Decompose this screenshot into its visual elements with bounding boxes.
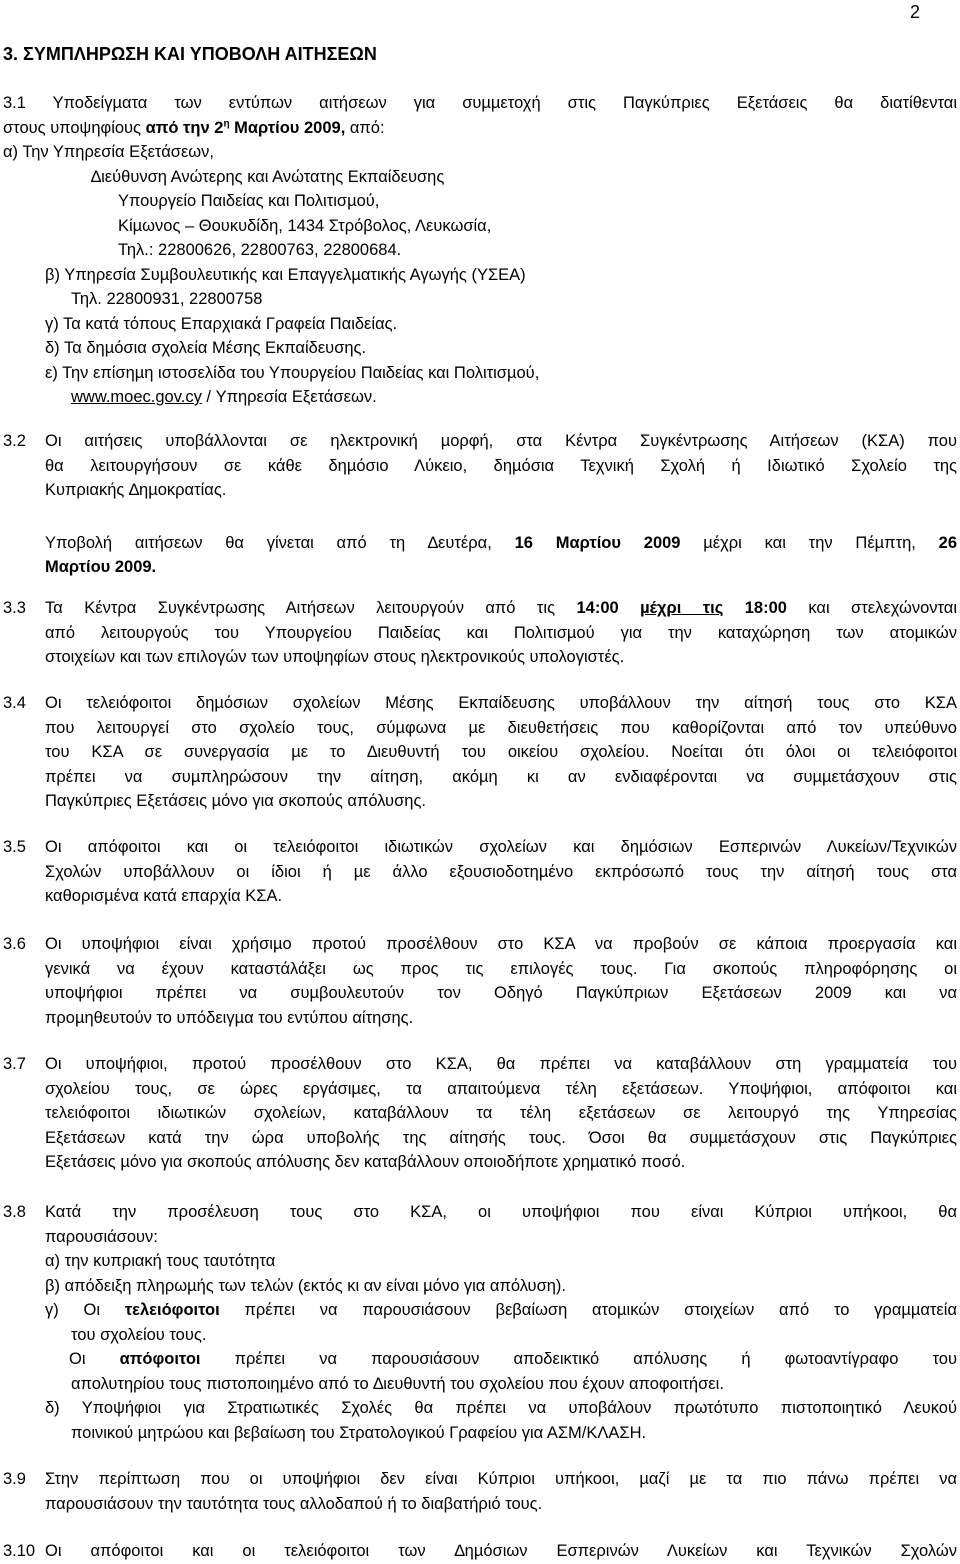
moec-website-link[interactable]: www.moec.gov.cy bbox=[71, 388, 202, 406]
paragraph-line: Μαρτίου 2009. bbox=[45, 558, 157, 576]
list-item: απολυτηρίου τους πιστοποιηµένο από το ∆ιευθυντή του σχολείου που έχουν αποφοιτήσει. bbox=[71, 1374, 724, 1393]
address-line: Υπουργείο Παιδείας και Πολιτισµού, bbox=[118, 192, 380, 210]
section-3-1 bbox=[3, 91, 957, 410]
list-item: δ) Υποψήφιοι για Στρατιωτικές Σχολές θα πρέπει να υποβάλουν πρωτότυπο πιστοποιητικό Λευκού bbox=[45, 1399, 957, 1417]
paragraph-line: Κυπριακής ∆ηµοκρατίας. bbox=[45, 481, 227, 499]
section-number: 3.2 bbox=[3, 432, 26, 450]
list-item: δ) Τα δηµόσια σχολεία Μέσης Εκπαίδευσης. bbox=[45, 339, 367, 357]
list-item: www.moec.gov.cy / Υπηρεσία Εξετάσεων. bbox=[71, 388, 377, 406]
section-number: 3.5 bbox=[3, 838, 26, 856]
paragraph-line: που λειτουργεί στο σχολείο τους, σύµφωνα µε διευθετήσεις που καθορίζονται από τον υπεύθυνο bbox=[45, 718, 957, 737]
section-3-10 bbox=[3, 1539, 957, 1564]
paragraph-line: Οι υποψήφιοι είναι χρήσιµο προτού προσέλθουν στο ΚΣΑ να προβούν σε κάποια προεργασία και bbox=[45, 935, 957, 953]
paragraph-line: από λειτουργούς του Υπουργείου Παιδείας και Πολιτισµού για την καταχώρηση των ατοµικών bbox=[45, 623, 957, 642]
section-number: 3.10 bbox=[3, 1542, 36, 1560]
paragraph-line: σχολείου τους, σε ώρες εργάσιµες, τα απαιτούµενα τέλη εξετάσεων. Υποψήφιοι, απόφοιτοι και bbox=[45, 1079, 957, 1098]
section-number: 3.4 bbox=[3, 694, 26, 712]
list-item: β) Υπηρεσία Συµβουλευτικής και Επαγγελµατικής Αγωγής (ΥΣΕΑ) bbox=[45, 265, 526, 284]
list-item: γ) Οι τελειόφοιτοι πρέπει να παρουσιάσουν βεβαίωση ατοµικών στοιχείων από το γραµµατεία bbox=[45, 1301, 957, 1319]
section-3-9 bbox=[3, 1467, 957, 1516]
paragraph-line: Κατά την προσέλευση τους στο ΚΣΑ, οι υποψήφιοι που είναι Κύπριοι υπήκοοι, θα bbox=[45, 1203, 957, 1221]
phone-line: Τηλ. 22800931, 22800758 bbox=[71, 290, 263, 308]
list-item: ποινικού µητρώου και βεβαίωση του Στρατολογικού Γραφείου για ΑΣΜ/ΚΛΑΣΗ. bbox=[71, 1423, 647, 1442]
paragraph-line: Εξετάσεις µόνο για σκοπούς απόλυσης δεν καταβάλλουν οποιοδήποτε χρηµατικό ποσό. bbox=[45, 1153, 686, 1171]
list-item: γ) Τα κατά τόπους Επαρχιακά Γραφεία Παιδείας. bbox=[45, 314, 398, 333]
paragraph-line: Οι υποψήφιοι, προτού προσέλθουν στο ΚΣΑ, θα πρέπει να καταβάλλουν στη γραµµατεία του bbox=[45, 1055, 957, 1073]
list-item: α) Την Υπηρεσία Εξετάσεων, bbox=[3, 143, 215, 161]
section-number: 3.3 bbox=[3, 599, 26, 617]
list-item: ε) Την επίσηµη ιστοσελίδα του Υπουργείου Παιδείας και Πολιτισµού, bbox=[45, 363, 540, 382]
section-3-8 bbox=[3, 1200, 957, 1445]
paragraph-line: Οι τελειόφοιτοι δηµόσιων σχολείων Μέσης Εκπαίδευσης υποβάλλουν την αίτησή τους στο ΚΣΑ bbox=[45, 694, 957, 712]
section-number: 3.6 bbox=[3, 935, 26, 953]
list-item: του σχολείου τους. bbox=[71, 1325, 207, 1344]
section-3-3 bbox=[3, 596, 957, 670]
paragraph-line: παρουσιάσουν: bbox=[45, 1227, 158, 1246]
section-number: 3.7 bbox=[3, 1055, 26, 1073]
paragraph-line: θα λειτουργήσουν σε κάθε δηµόσιο Λύκειο, δηµόσια Τεχνική Σχολή ή Ιδιωτικό Σχολείο της bbox=[45, 456, 957, 475]
paragraph-line: υποψήφιοι πρέπει να συµβουλευτούν τον Οδηγό Παγκύπριων Εξετάσεων 2009 και να bbox=[45, 984, 957, 1002]
page-number: 2 bbox=[910, 2, 921, 22]
section-3-2 bbox=[3, 429, 957, 580]
paragraph-line: παρουσιάσουν την ταυτότητα τους αλλοδαπού ή το διαβατήριό τους. bbox=[45, 1494, 543, 1513]
address-line: Κίµωνος – Θουκυδίδη, 1434 Στρόβολος, Λευκωσία, bbox=[118, 216, 492, 235]
paragraph-line: γενικά να έχουν καταστάλάξει ως προς τις επιλογές τους. Για σκοπούς πληροφόρησης οι bbox=[45, 959, 957, 978]
paragraph-line: Εξετάσεων κατά την ώρα υποβολής της αίτησής τους. Όσοι θα συµµετάσχουν στις Παγκύπριες bbox=[45, 1128, 957, 1147]
paragraph-line: καθορισµένα κατά επαρχία ΚΣΑ. bbox=[45, 887, 283, 905]
section-number: 3.8 bbox=[3, 1203, 26, 1221]
paragraph-line: Οι απόφοιτοι και οι τελειόφοιτοι ιδιωτικών σχολείων και δηµόσιων Εσπερινών Λυκείων/Τεχνικών bbox=[45, 838, 957, 856]
list-item: β) απόδειξη πληρωµής των τελών (εκτός κι αν είναι µόνο για απόλυση). bbox=[45, 1276, 567, 1295]
paragraph-line: Τα Κέντρα Συγκέντρωσης Αιτήσεων λειτουργούν από τις 14:00 µέχρι τις 18:00 και στελεχώνονται bbox=[45, 599, 957, 617]
address-line: Τηλ.: 22800626, 22800763, 22800684. bbox=[118, 241, 402, 259]
list-item: α) την κυπριακή τους ταυτότητα bbox=[45, 1252, 276, 1270]
paragraph-line: προµηθευτούν το υπόδειγµα του εντύπου αίτησης. bbox=[45, 1008, 414, 1027]
list-item: Οι απόφοιτοι πρέπει να παρουσιάσουν αποδεικτικό απόλυσης ή φωτοαντίγραφο του bbox=[69, 1350, 957, 1368]
paragraph-line: 3.1 Υποδείγµατα των εντύπων αιτήσεων για συµµετοχή στις Παγκύπριες Εξετάσεις θα διατίθενται bbox=[3, 94, 957, 112]
paragraph-line: στους υποψηφίους από την $2^\eta$ Μαρτίου 2009, από: bbox=[3, 118, 385, 137]
paragraph-line: Στην περίπτωση που οι υποψήφιοι δεν είναι Κύπριοι υπήκοοι, µαζί µε τα πιο πάνω πρέπει να bbox=[45, 1470, 957, 1488]
paragraph-line: πρέπει να συµπληρώσουν την αίτηση, ακόµη κι αν ενδιαφέρονται να συµµετάσχουν στις bbox=[45, 767, 957, 786]
paragraph-line: Οι αιτήσεις υποβάλλονται σε ηλεκτρονική µορφή, στα Κέντρα Συγκέντρωσης Αιτήσεων (ΚΣΑ) που bbox=[45, 432, 957, 450]
section-3-4 bbox=[3, 691, 957, 814]
paragraph-line: του ΚΣΑ σε συνεργασία µε το ∆ιευθυντή του οικείου σχολείου. Νοείται ότι όλοι οι τελειόφοιτοι bbox=[45, 743, 957, 761]
section-heading: 3. ΣΥΜΠΛΗΡΩΣΗ ΚΑΙ ΥΠΟΒΟΛΗ ΑΙΤΗΣΕΩΝ bbox=[3, 44, 377, 64]
section-3-5 bbox=[3, 835, 957, 909]
paragraph-line: Υποβολή αιτήσεων θα γίνεται από τη ∆ευτέρα, 16 Μαρτίου 2009 µέχρι και την Πέµπτη, 26 bbox=[45, 533, 957, 552]
paragraph-line: τελειόφοιτοι ιδιωτικών σχολείων, καταβάλλουν τα τέλη εξετάσεων σε λειτουργό της Υπηρεσίας bbox=[45, 1104, 957, 1122]
section-3-7 bbox=[3, 1052, 957, 1175]
paragraph-line: Παγκύπριες Εξετάσεις µόνο για σκοπούς απόλυσης. bbox=[45, 792, 426, 810]
paragraph-line: Οι απόφοιτοι και οι τελειόφοιτοι των ∆ηµόσιων Εσπερινών Λυκείων και Τεχνικών Σχολών bbox=[45, 1542, 957, 1560]
paragraph-line: στοιχείων και των επιλογών των υποψηφίων στους ηλεκτρονικούς υπολογιστές. bbox=[45, 648, 625, 666]
section-3-6 bbox=[3, 932, 957, 1030]
paragraph-line: Σχολών υποβάλλουν οι ίδιοι ή µε άλλο εξουσιοδοτηµένο εκπρόσωπό τους την αίτησή τους στα bbox=[45, 862, 957, 881]
address-line: ∆ιεύθυνση Ανώτερης και Ανώτατης Εκπαίδευσης bbox=[91, 167, 445, 186]
section-number: 3.9 bbox=[3, 1470, 26, 1488]
